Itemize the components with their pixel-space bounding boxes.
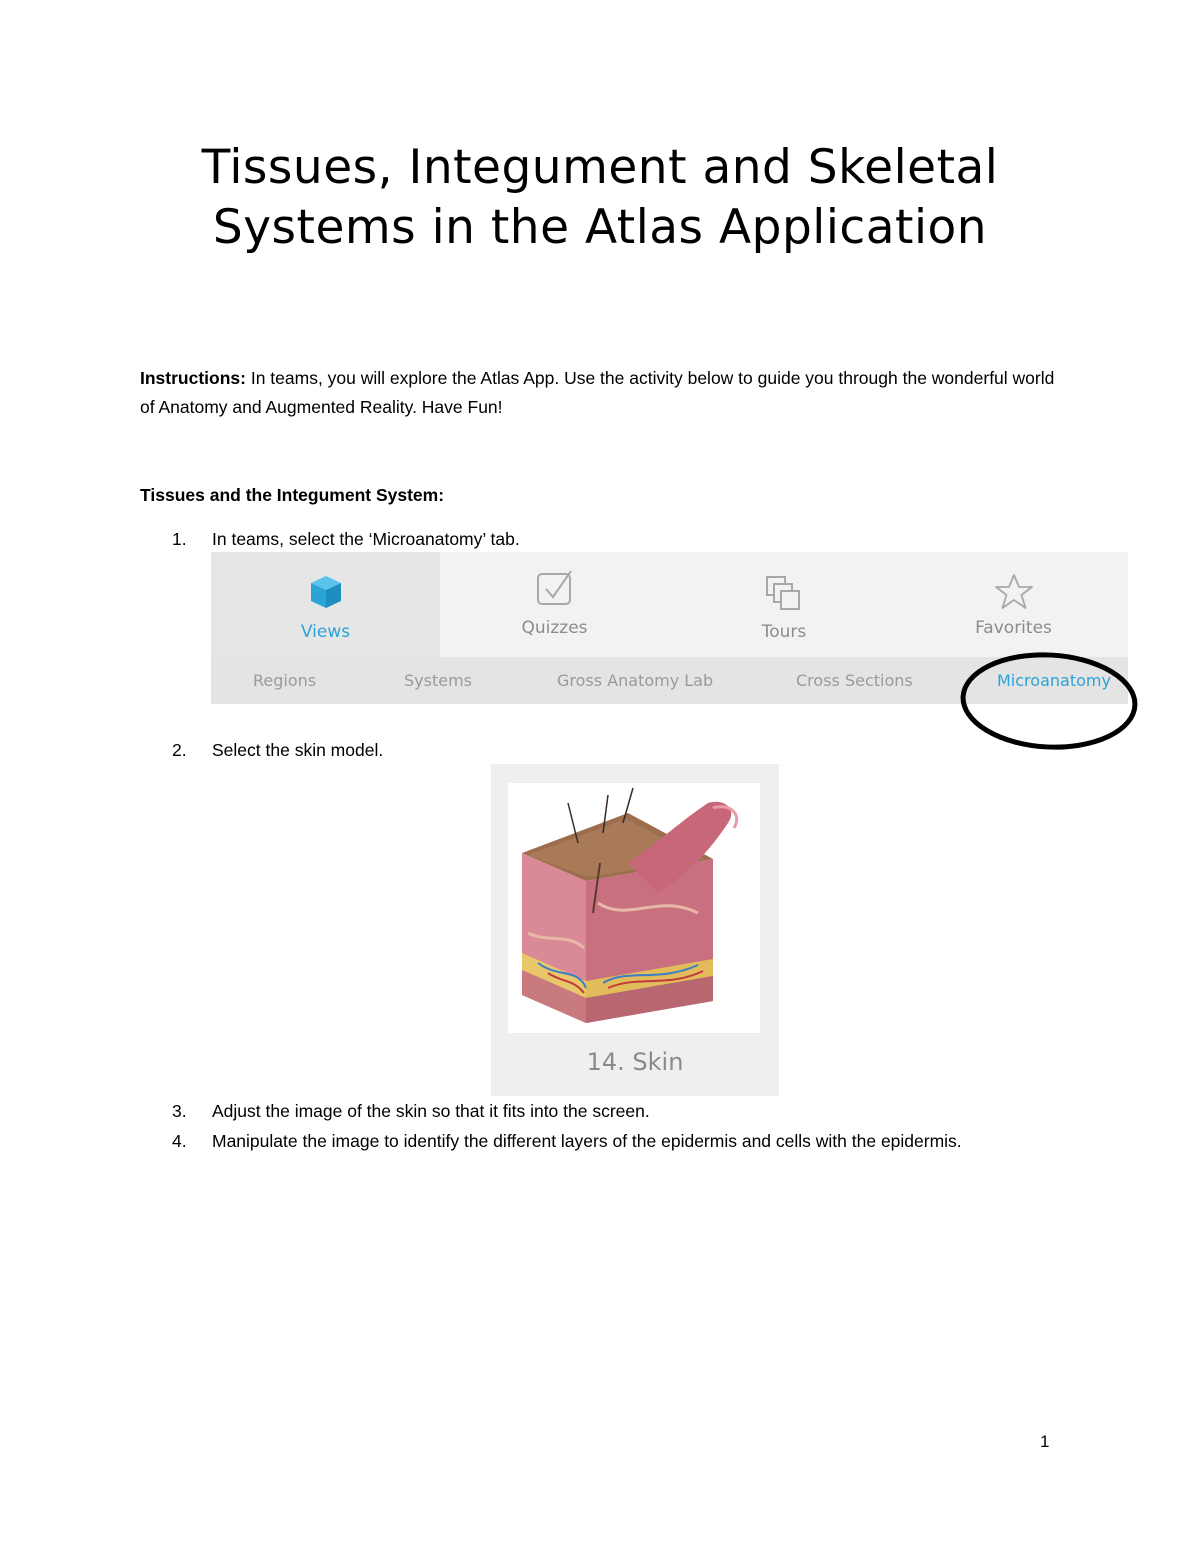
- page-number: 1: [1040, 1432, 1050, 1451]
- checkbox-icon: [535, 568, 575, 608]
- instructions-paragraph: [140, 364, 1070, 422]
- tab-quizzes[interactable]: [440, 552, 669, 657]
- tab-views[interactable]: [211, 552, 440, 657]
- stacked-squares-icon: [764, 574, 804, 614]
- subtab-systems[interactable]: Systems: [404, 671, 472, 690]
- title-line-2: Systems in the Atlas Application: [212, 200, 988, 255]
- step-2: [172, 736, 1052, 765]
- step-number: 2.: [172, 740, 187, 760]
- instructions-text: In teams, you will explore the Atlas App. Use the activity below to guide you through the wonderful world of Anatomy and Augmented Reality. Have Fun!: [140, 368, 1055, 417]
- step-text: Select the skin model.: [212, 740, 384, 760]
- step-3: [172, 1097, 1052, 1126]
- tab-label: Views: [300, 622, 351, 642]
- tab-tours[interactable]: [669, 552, 899, 657]
- step-text: Adjust the image of the skin so that it fits into the screen.: [212, 1101, 650, 1121]
- title-line-1: Tissues, Integument and Skeletal: [201, 140, 999, 195]
- subtab-regions[interactable]: Regions: [253, 671, 317, 690]
- tab-label: Favorites: [975, 618, 1052, 638]
- skin-caption: 14. Skin: [586, 1048, 684, 1076]
- step-number: 3.: [172, 1101, 187, 1121]
- step-text: In teams, select the ‘Microanatomy’ tab.: [212, 529, 520, 549]
- skin-model-card[interactable]: [491, 764, 779, 1096]
- tab-label: Tours: [761, 622, 807, 642]
- tab-label: Quizzes: [521, 618, 588, 638]
- step-4: [172, 1127, 1052, 1156]
- tab-favorites[interactable]: [899, 552, 1128, 657]
- skin-cross-section-illustration: [508, 783, 760, 1033]
- document-title: [0, 138, 1200, 258]
- step-number: 1.: [172, 529, 187, 549]
- section-heading: Tissues and the Integument System:: [140, 485, 445, 505]
- star-icon: [994, 572, 1034, 612]
- instructions-label: Instructions:: [140, 368, 246, 388]
- subtab-microanatomy[interactable]: Microanatomy: [997, 671, 1111, 690]
- subtab-cross-sections[interactable]: Cross Sections: [796, 671, 913, 690]
- subtab-gross-anatomy-lab[interactable]: Gross Anatomy Lab: [557, 671, 714, 690]
- cube-icon: [306, 572, 346, 612]
- step-1: [172, 525, 1052, 554]
- step-number: 4.: [172, 1131, 187, 1151]
- skin-model-image: [508, 783, 760, 1033]
- step-text: Manipulate the image to identify the different layers of the epidermis and cells with the epidermis.: [212, 1131, 962, 1151]
